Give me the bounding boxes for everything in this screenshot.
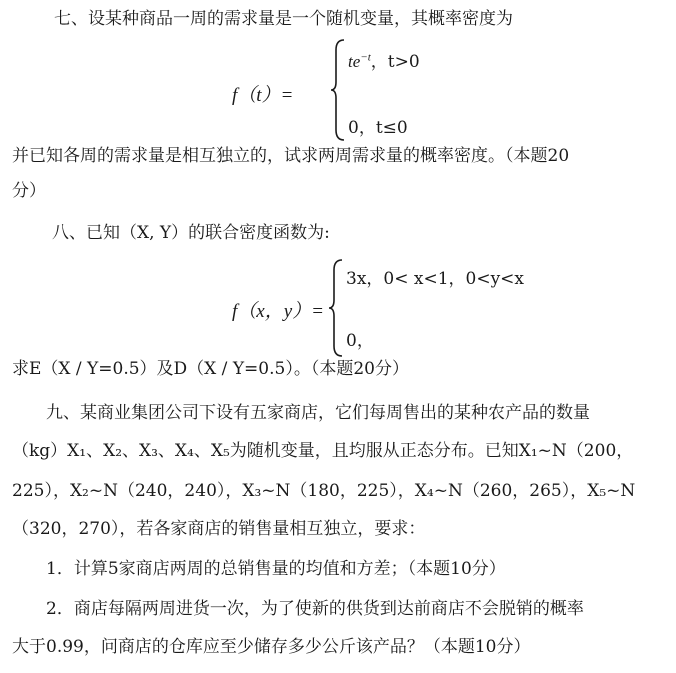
- q7-line3: 分）: [12, 181, 46, 201]
- q7-function: f（t）=: [232, 85, 294, 106]
- q9-line4: （320，270），若各家商店的销售量相互独立，要求：: [12, 519, 426, 539]
- q7-case1-cond: ，t>0: [370, 52, 420, 72]
- q8-case2: 0，: [346, 331, 374, 351]
- q7-case2: 0，t≤0: [348, 118, 408, 138]
- q8-brace-icon: [328, 258, 346, 358]
- q9-line1: 九、某商业集团公司下设有五家商店，它们每周售出的某种农产品的数量: [46, 403, 590, 423]
- q9-item1: 1．计算5家商店两周的总销售量的均值和方差；（本题10分）: [46, 559, 506, 579]
- q9-line2: （kg）X₁、X₂、X₃、X₄、X₅为随机变量，且均服从正态分布。已知X₁~N（200，: [12, 441, 634, 461]
- q7-case1-base: te: [348, 52, 361, 71]
- q7-case1-exp: −t: [360, 51, 371, 64]
- q8-line2: 求E（X / Y=0.5）及D（X / Y=0.5）。（本题20分）: [12, 359, 409, 379]
- q7-case1: [348, 47, 420, 72]
- q7-brace-icon: [330, 38, 348, 142]
- q9-line3: 225），X₂~N（240，240），X₃~N（180，225），X₄~N（260，265），X₅~N: [12, 481, 636, 501]
- q9-item2b: 大于0.99，问商店的仓库应至少储存多少公斤该产品？（本题10分）: [12, 637, 531, 657]
- q8-function: f（x，y）=: [232, 301, 324, 322]
- q8-line1: 八、已知（X, Y）的联合密度函数为:: [52, 223, 330, 243]
- q7-line1: 七、设某种商品一周的需求量是一个随机变量，其概率密度为: [54, 9, 513, 29]
- q9-item2a: 2．商店每隔两周进货一次，为了使新的供货到达前商店不会脱销的概率: [46, 599, 584, 619]
- q7-line2: 并已知各周的需求量是相互独立的，试求两周需求量的概率密度。（本题20: [12, 146, 570, 166]
- q8-case1: 3x，0< x<1，0<y<x: [346, 269, 525, 289]
